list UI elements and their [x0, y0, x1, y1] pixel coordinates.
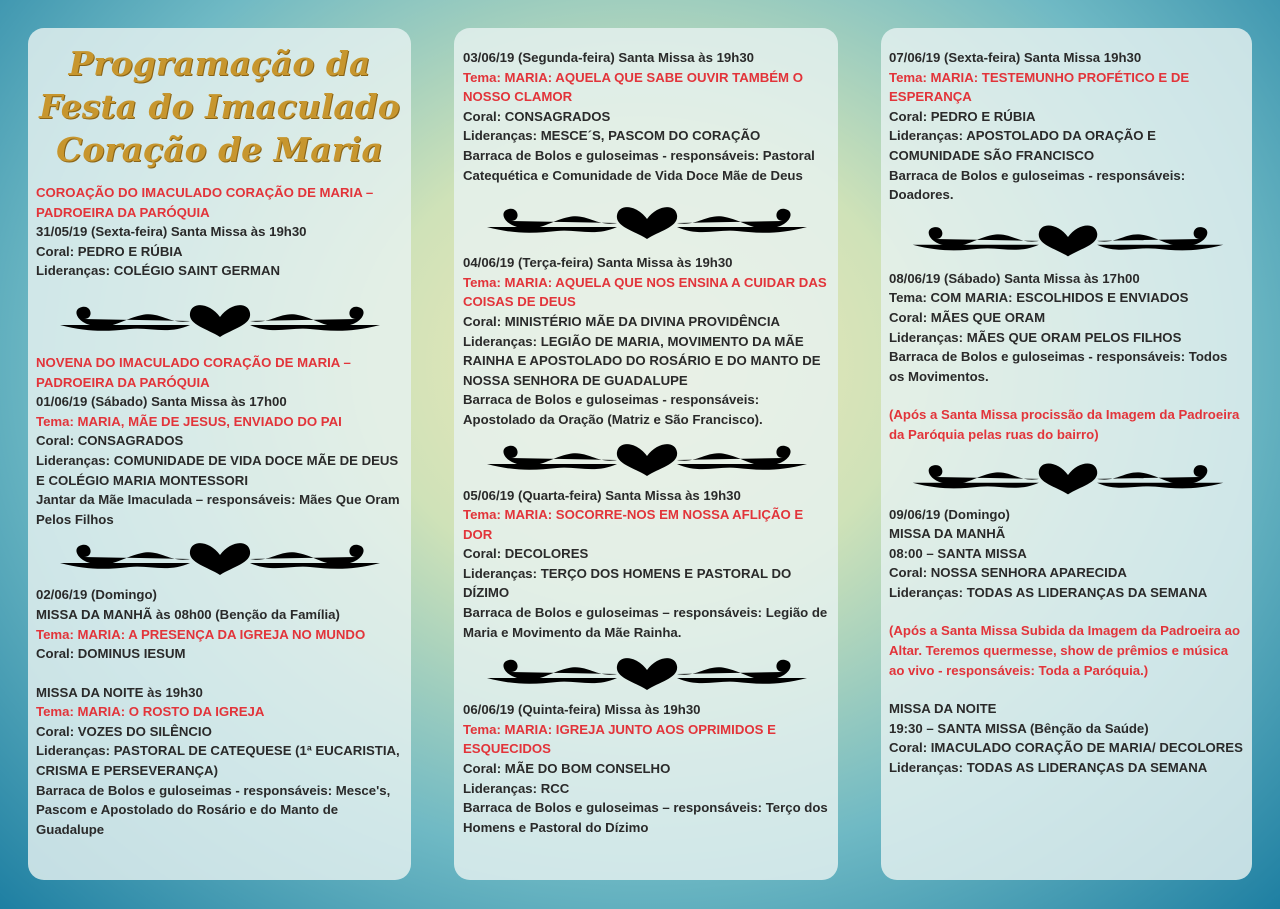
d05-coral: Coral: DECOLORES — [463, 546, 589, 562]
d09-nota: (Após a Santa Missa Subida da Imagem da Padroeira ao Altar. Teremos quermesse, show de prêmios e música ao vivo - responsáveis: Toda a Paróquia.) — [889, 623, 1241, 678]
d03-liderancas: Lideranças: MESCE´S, PASCOM DO CORAÇÃO — [463, 128, 761, 144]
ornament-divider — [477, 648, 817, 692]
novena-heading: NOVENA DO IMACULADO CORAÇÃO DE MARIA – PADROEIRA DA PARÓQUIA — [36, 354, 351, 390]
d06-date: 06/06/19 (Quinta-feira) Missa às 19h30 — [463, 702, 701, 718]
ornament-divider — [477, 434, 817, 478]
domingo-coral-manha: Coral: DOMINUS IESUM — [36, 646, 186, 662]
ornament-divider — [903, 453, 1233, 497]
novena-tema: Tema: MARIA, MÃE DE JESUS, ENVIADO DO PAI — [36, 413, 342, 429]
domingo-liderancas: Lideranças: PASTORAL DE CATEQUESE (1ª EUCARISTIA, CRISMA E PERSEVERANÇA) — [36, 743, 400, 779]
d05-liderancas: Lideranças: TERÇO DOS HOMENS E PASTORAL DO DÍZIMO — [463, 565, 792, 601]
panel-middle — [454, 28, 838, 880]
d09-hora-manha: 08:00 – SANTA MISSA — [889, 545, 1027, 561]
d08-barraca: Barraca de Bolos e guloseimas - responsáveis: Todos os Movimentos. — [889, 349, 1228, 384]
novena-liderancas: Lideranças: COMUNIDADE DE VIDA DOCE MÃE DE DEUS E COLÉGIO MARIA MONTESSORI — [36, 452, 399, 488]
ornament-divider — [477, 197, 817, 241]
d06-barraca: Barraca de Bolos e guloseimas – responsáveis: Terço dos Homens e Pastoral do Dízimo — [463, 800, 828, 835]
section-04-06 — [463, 253, 830, 429]
ornament-divider — [50, 533, 390, 577]
title-line-1: Programação da — [68, 44, 371, 83]
coroacao-heading: COROAÇÃO DO IMACULADO CORAÇÃO DE MARIA – PADROEIRA DA PARÓQUIA — [36, 185, 374, 220]
d06-tema: Tema: MARIA: IGREJA JUNTO AOS OPRIMIDOS E ESQUECIDOS — [463, 721, 776, 757]
domingo-noite: MISSA DA NOITE às 19h30 — [36, 684, 203, 700]
d05-barraca: Barraca de Bolos e guloseimas – responsáveis: Legião de Maria e Movimento da Mãe Rainha. — [463, 605, 828, 640]
d07-coral: Coral: PEDRO E RÚBIA — [889, 108, 1036, 124]
domingo-coral-noite: Coral: VOZES DO SILÊNCIO — [36, 723, 212, 739]
d05-date: 05/06/19 (Quarta-feira) Santa Missa às 19h30 — [463, 487, 741, 503]
section-08-06 — [889, 269, 1246, 445]
section-03-06 — [463, 48, 830, 185]
d03-date: 03/06/19 (Segunda-feira) Santa Missa às 19h30 — [463, 50, 754, 65]
d09-coral-manha: Coral: NOSSA SENHORA APARECIDA — [889, 565, 1127, 581]
page-title — [28, 42, 411, 171]
panel-right — [881, 28, 1252, 880]
d06-liderancas: Lideranças: RCC — [463, 780, 570, 796]
d03-barraca: Barraca de Bolos e guloseimas - responsáveis: Pastoral Catequética e Comunidade de Vida Doce Mãe de Deus — [463, 147, 815, 183]
d07-date: 07/06/19 (Sexta-feira) Santa Missa 19h30 — [889, 50, 1142, 65]
d04-liderancas: Lideranças: LEGIÃO DE MARIA, MOVIMENTO DA MÃE RAINHA E APOSTOLADO DO ROSÁRIO E DO MANTO DE NOSSA SENHORA DE GUADALUPE — [463, 333, 821, 388]
section-domingo-02 — [36, 585, 403, 839]
d09-noite: MISSA DA NOITE — [889, 701, 997, 717]
domingo-tema-noite: Tema: MARIA: O ROSTO DA IGREJA — [36, 704, 265, 720]
section-05-06 — [463, 486, 830, 643]
domingo-barraca: Barraca de Bolos e guloseimas - responsáveis: Mesce's, Pascom e Apostolado do Rosário e do Manto de Guadalupe — [36, 782, 391, 837]
d09-manha: MISSA DA MANHÃ — [889, 526, 1006, 542]
coroacao-liderancas: Lideranças: COLÉGIO SAINT GERMAN — [36, 263, 281, 279]
section-09-06 — [889, 505, 1246, 778]
d04-tema: Tema: MARIA: AQUELA QUE NOS ENSINA A CUIDAR DAS COISAS DE DEUS — [463, 274, 827, 310]
d08-tema: Tema: COM MARIA: ESCOLHIDOS E ENVIADOS — [889, 290, 1189, 306]
d07-barraca: Barraca de Bolos e guloseimas - responsáveis: Doadores. — [889, 167, 1186, 203]
domingo-manha: MISSA DA MANHÃ às 08h00 (Benção da Família) — [36, 606, 340, 622]
d04-barraca: Barraca de Bolos e guloseimas - responsáveis: Apostolado da Oração (Matriz e São Francisco). — [463, 392, 763, 427]
d04-coral: Coral: MINISTÉRIO MÃE DA DIVINA PROVIDÊNCIA — [463, 313, 781, 329]
d03-tema: Tema: MARIA: AQUELA QUE SABE OUVIR TAMBÉM O NOSSO CLAMOR — [463, 69, 803, 105]
d05-tema: Tema: MARIA: SOCORRE-NOS EM NOSSA AFLIÇÃO E DOR — [463, 507, 804, 542]
coroacao-date: 31/05/19 (Sexta-feira) Santa Missa às 19h30 — [36, 224, 307, 240]
d09-hora-noite: 19:30 – SANTA MISSA (Bênção da Saúde) — [889, 720, 1149, 736]
novena-date: 01/06/19 (Sábado) Santa Missa às 17h00 — [36, 394, 287, 410]
d08-date: 08/06/19 (Sábado) Santa Missa às 17h00 — [889, 270, 1140, 286]
title-line-2: Festa do Imaculado — [39, 87, 400, 126]
d04-date: 04/06/19 (Terça-feira) Santa Missa às 19h30 — [463, 255, 733, 271]
section-06-06 — [463, 700, 830, 837]
domingo-date: 02/06/19 (Domingo) — [36, 587, 157, 603]
d03-coral: Coral: CONSAGRADOS — [463, 108, 611, 124]
d09-date: 09/06/19 (Domingo) — [889, 506, 1010, 522]
d07-liderancas: Lideranças: APOSTOLADO DA ORAÇÃO E COMUNIDADE SÃO FRANCISCO — [889, 128, 1156, 163]
novena-jantar: Jantar da Mãe Imaculada – responsáveis: Mães Que Oram Pelos Filhos — [36, 492, 400, 527]
section-novena — [36, 353, 403, 529]
d09-coral-noite: Coral: IMACULADO CORAÇÃO DE MARIA/ DECOLORES — [889, 740, 1243, 756]
d09-liderancas-noite: Lideranças: TODAS AS LIDERANÇAS DA SEMANA — [889, 760, 1208, 776]
panel-left — [28, 28, 411, 880]
domingo-tema-manha: Tema: MARIA: A PRESENÇA DA IGREJA NO MUNDO — [36, 626, 366, 642]
ornament-divider — [903, 215, 1233, 259]
d07-tema: Tema: MARIA: TESTEMUNHO PROFÉTICO E DE ESPERANÇA — [889, 69, 1190, 105]
title-line-3: Coração de Maria — [56, 130, 383, 169]
d08-nota: (Após a Santa Missa procissão da Imagem da Padroeira da Paróquia pelas ruas do bairro) — [889, 407, 1240, 442]
d08-coral: Coral: MÃES QUE ORAM — [889, 309, 1046, 325]
d08-liderancas: Lideranças: MÃES QUE ORAM PELOS FILHOS — [889, 329, 1182, 345]
ornament-divider — [50, 295, 390, 339]
coroacao-coral: Coral: PEDRO E RÚBIA — [36, 243, 183, 259]
novena-coral: Coral: CONSAGRADOS — [36, 433, 184, 449]
d06-coral: Coral: MÃE DO BOM CONSELHO — [463, 761, 671, 777]
section-07-06 — [889, 48, 1246, 205]
section-coroacao — [36, 183, 403, 281]
d09-liderancas-manha: Lideranças: TODAS AS LIDERANÇAS DA SEMANA — [889, 584, 1208, 600]
